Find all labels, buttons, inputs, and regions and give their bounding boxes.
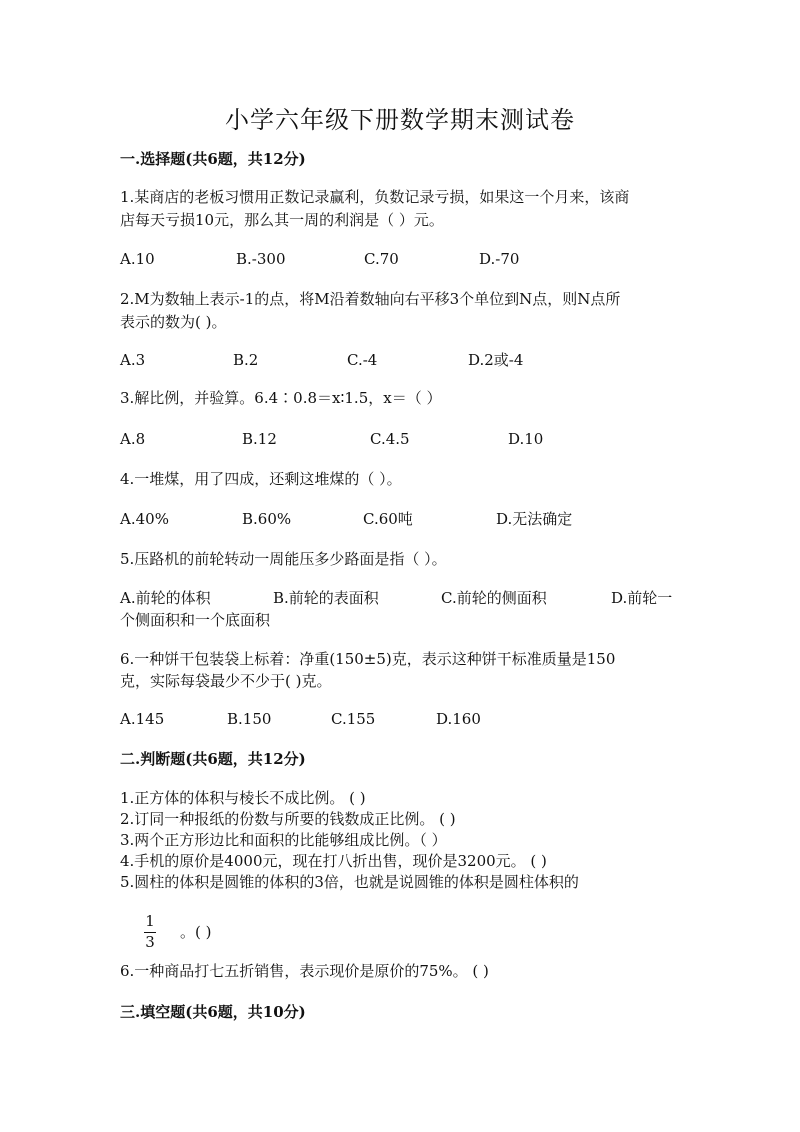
question-5-option-d-continuation: 个侧面积和一个底面积 bbox=[120, 611, 271, 629]
question-2-line-2: 表示的数为( )。 bbox=[120, 313, 227, 331]
question-2-option-c: C.-4 bbox=[347, 351, 378, 369]
judgement-item-5: 5.圆柱的体积是圆锥的体积的3倍，也就是说圆锥的体积是圆柱体积的 bbox=[120, 873, 579, 891]
question-6-option-b: B.150 bbox=[227, 710, 272, 728]
question-4-line-1: 4.一堆煤，用了四成，还剩这堆煤的（ ）。 bbox=[120, 470, 402, 488]
question-2-line-1: 2.M为数轴上表示-1的点，将M沿着数轴向右平移3个单位到N点，则N点所 bbox=[120, 290, 621, 308]
question-5-option-c: C.前轮的侧面积 bbox=[441, 589, 547, 607]
judgement-item-5-tail: 。( ) bbox=[180, 923, 212, 941]
question-5-option-d: D.前轮一 bbox=[611, 589, 673, 607]
section-heading-choice: 一.选择题(共6题，共12分) bbox=[120, 150, 306, 168]
question-1-line-2: 店每天亏损10元，那么其一周的利润是（ ）元。 bbox=[120, 211, 444, 229]
section-heading-judgement: 二.判断题(共6题，共12分) bbox=[120, 750, 306, 768]
question-2-option-b: B.2 bbox=[233, 351, 259, 369]
question-1-line-1: 1.某商店的老板习惯用正数记录赢利，负数记录亏损，如果这一个月来，该商 bbox=[120, 188, 630, 206]
question-6-line-2: 克，实际每袋最少不少于( )克。 bbox=[120, 672, 332, 690]
question-4-option-c: C.60吨 bbox=[363, 510, 413, 528]
question-6-option-a: A.145 bbox=[120, 710, 165, 728]
question-3-option-a: A.8 bbox=[120, 430, 146, 448]
judgement-item-3: 3.两个正方形边比和面积的比能够组成比例。（ ） bbox=[120, 831, 447, 849]
question-3-option-d: D.10 bbox=[508, 430, 544, 448]
page-title: 小学六年级下册数学期末测试卷 bbox=[225, 106, 575, 134]
fraction-denominator: 3 bbox=[145, 932, 155, 951]
question-6-line-1: 6.一种饼干包装袋上标着：净重(150±5)克，表示这种饼干标准质量是150 bbox=[120, 650, 616, 668]
question-1-option-c: C.70 bbox=[364, 250, 399, 268]
judgement-item-6: 6.一种商品打七五折销售，表示现价是原价的75%。 ( ) bbox=[120, 962, 489, 980]
question-3-option-c: C.4.5 bbox=[370, 430, 410, 448]
fraction-one-third bbox=[144, 914, 156, 951]
section-heading-fill-in: 三.填空题(共6题，共10分) bbox=[120, 1003, 306, 1021]
question-2-option-a: A.3 bbox=[120, 351, 146, 369]
question-6-option-d: D.160 bbox=[436, 710, 481, 728]
question-5-option-a: A.前轮的体积 bbox=[120, 589, 211, 607]
judgement-item-2: 2.订同一种报纸的份数与所要的钱数成正比例。 ( ) bbox=[120, 810, 456, 828]
question-1-option-d: D.-70 bbox=[479, 250, 520, 268]
judgement-item-4: 4.手机的原价是4000元，现在打八折出售，现价是3200元。 ( ) bbox=[120, 852, 547, 870]
question-4-option-a: A.40% bbox=[120, 510, 169, 528]
question-1-option-a: A.10 bbox=[120, 250, 155, 268]
fraction-numerator: 1 bbox=[145, 912, 155, 930]
question-3-line-1: 3.解比例，并验算。6.4∶0.8＝x∶1.5，x＝（ ） bbox=[120, 389, 442, 407]
question-2-option-d: D.2或-4 bbox=[468, 351, 524, 369]
question-4-option-d: D.无法确定 bbox=[496, 510, 573, 528]
question-4-option-b: B.60% bbox=[242, 510, 292, 528]
question-5-line-1: 5.压路机的前轮转动一周能压多少路面是指（ ）。 bbox=[120, 550, 447, 568]
judgement-item-1: 1.正方体的体积与棱长不成比例。 ( ) bbox=[120, 789, 366, 807]
question-3-option-b: B.12 bbox=[242, 430, 277, 448]
question-1-option-b: B.-300 bbox=[236, 250, 286, 268]
question-6-option-c: C.155 bbox=[331, 710, 376, 728]
question-5-option-b: B.前轮的表面积 bbox=[273, 589, 379, 607]
